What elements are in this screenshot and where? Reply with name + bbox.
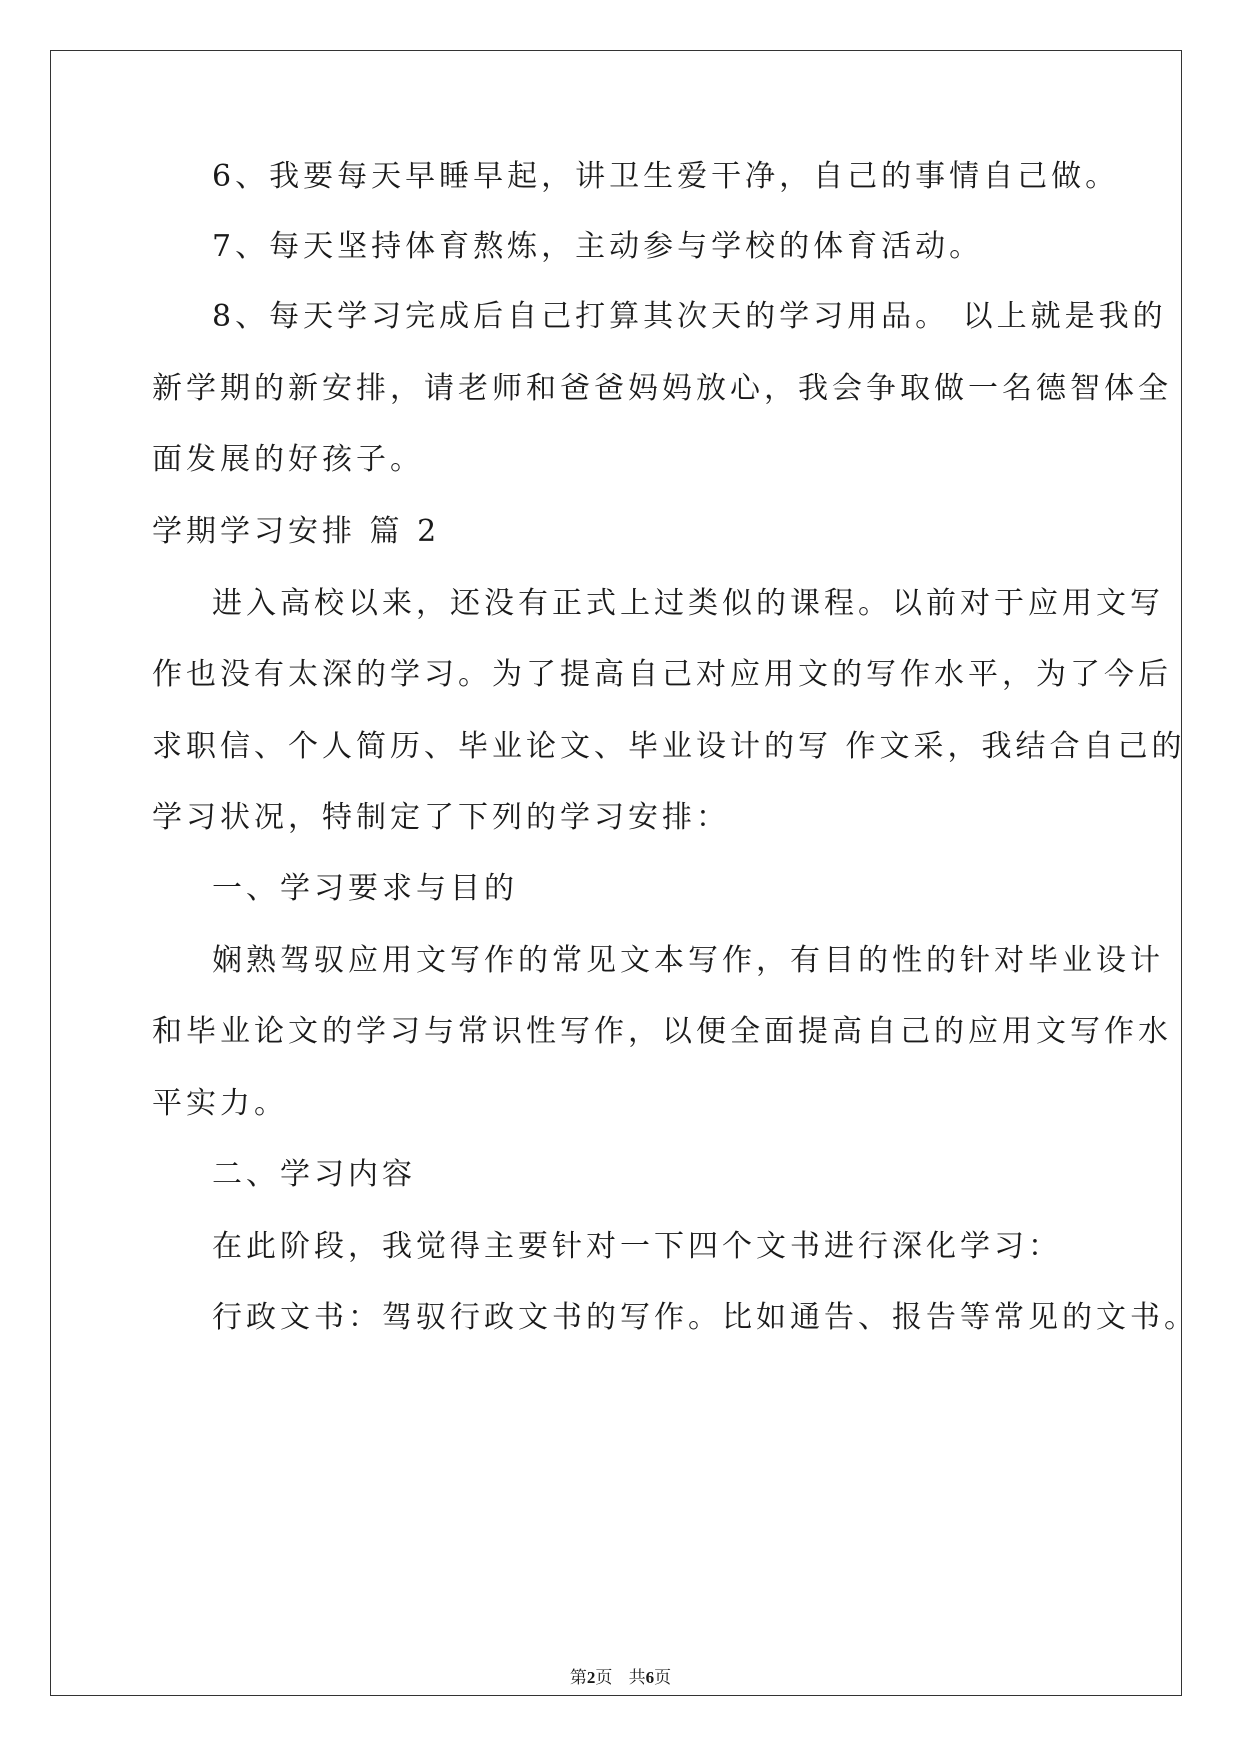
- paragraph-line-8-cont-2: 面发展的好孩子。: [152, 442, 424, 477]
- intro-line-2: 作也没有太深的学习。为了提高自己对应用文的写作水平，为了今后: [152, 657, 1172, 692]
- intro-line-4: 学习状况，特制定了下列的学习安排：: [152, 800, 730, 835]
- footer-total-number: 6: [645, 1668, 655, 1687]
- subheading-2: 二、学习内容: [212, 1157, 416, 1192]
- footer-page-number: 2: [586, 1668, 596, 1687]
- footer-total-suffix: 页: [654, 1668, 672, 1688]
- paragraph-line-6: 6、我要每天早睡早起，讲卫生爱干净，自己的事情自己做。: [212, 159, 1120, 194]
- goal-line-1: 娴熟驾驭应用文写作的常见文本写作，有目的性的针对毕业设计: [212, 943, 1164, 978]
- section-heading: 学期学习安排 篇 2: [152, 514, 441, 549]
- paragraph-line-8: 8、每天学习完成后自己打算其次天的学习用品。 以上就是我的: [212, 299, 1167, 334]
- paragraph-line-7: 7、每天坚持体育熬炼，主动参与学校的体育活动。: [212, 229, 984, 264]
- footer-total-prefix: 共: [628, 1668, 646, 1688]
- paragraph-line-8-cont-1: 新学期的新安排，请老师和爸爸妈妈放心，我会争取做一名德智体全: [152, 371, 1172, 406]
- content-line-2: 行政文书：驾驭行政文书的写作。比如通告、报告等常见的文书。: [212, 1300, 1198, 1335]
- footer-page-prefix: 第: [569, 1668, 587, 1688]
- intro-line-1: 进入高校以来，还没有正式上过类似的课程。以前对于应用文写: [212, 586, 1164, 621]
- subheading-1: 一、学习要求与目的: [212, 871, 518, 906]
- intro-line-3: 求职信、个人简历、毕业论文、毕业设计的写 作文采，我结合自己的: [152, 729, 1186, 764]
- page-footer: [0, 1667, 1241, 1689]
- content-line-1: 在此阶段，我觉得主要针对一下四个文书进行深化学习：: [212, 1229, 1062, 1264]
- footer-page-suffix: 页: [595, 1668, 613, 1688]
- goal-line-3: 平实力。: [152, 1086, 288, 1121]
- goal-line-2: 和毕业论文的学习与常识性写作，以便全面提高自己的应用文写作水: [152, 1014, 1172, 1049]
